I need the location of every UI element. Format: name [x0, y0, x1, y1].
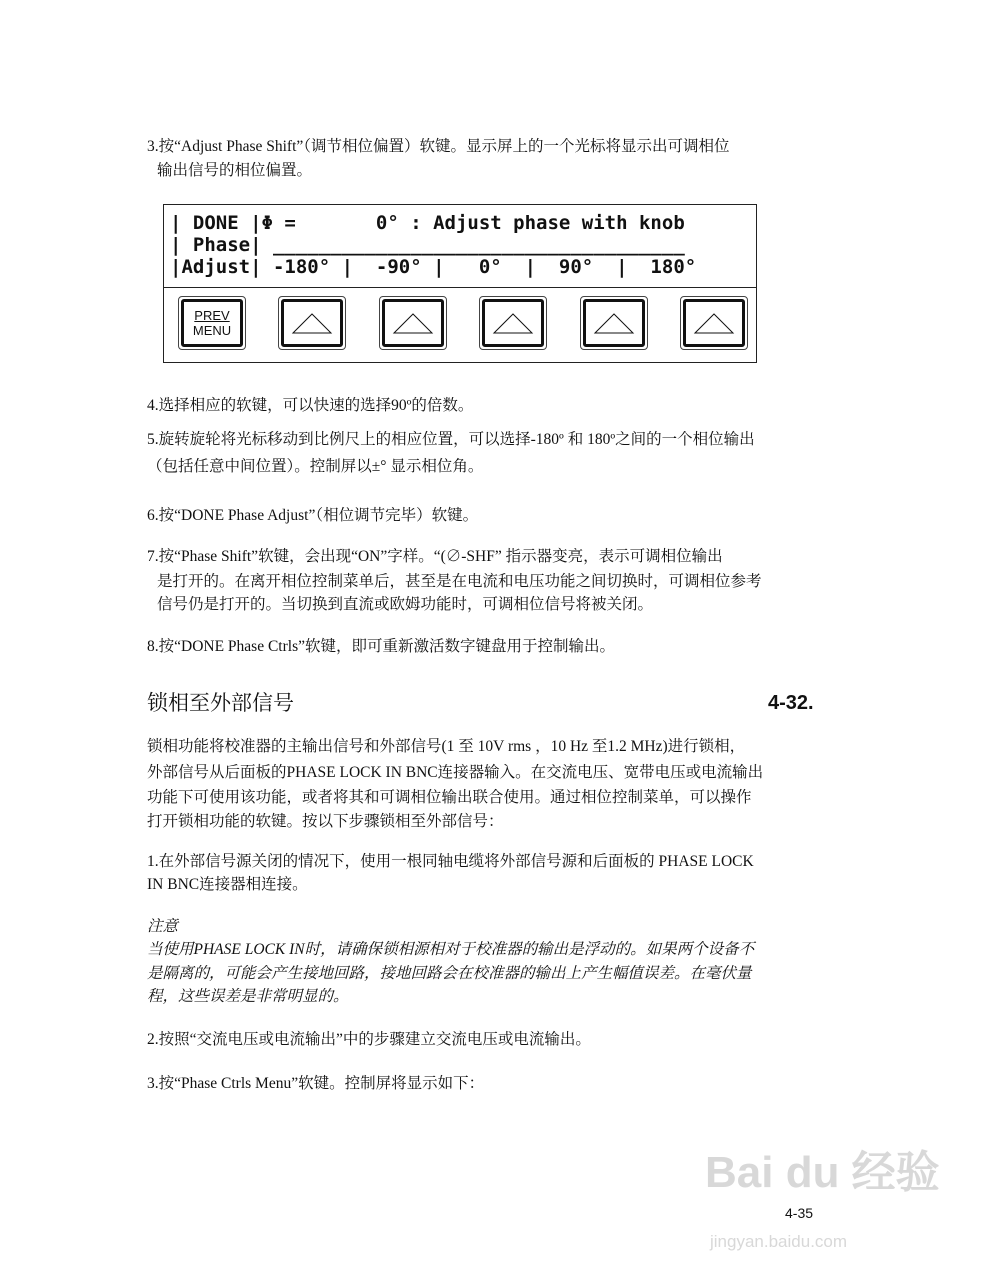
section-number: 4-32. — [768, 692, 814, 714]
calibrator-display-panel — [163, 204, 757, 363]
watermark-logo: Bai du 经验 — [705, 1148, 940, 1197]
section-heading: 锁相至外部信号 — [147, 691, 294, 715]
text-line: 输出信号的相位偏置。 — [157, 162, 313, 179]
prev-menu-button[interactable] — [178, 296, 246, 350]
softkey-3[interactable] — [479, 296, 547, 350]
softkey-4[interactable] — [580, 296, 648, 350]
step-7-line: 信号仍是打开的。当切换到直流或欧姆功能时，可调相位信号将被关闭。 — [157, 596, 654, 613]
lcd-line-3: |Adjust| -180° | -90° | 0° | 90° | 180° — [170, 256, 697, 278]
step-5-line: （包括任意中间位置）。控制屏以±° 显示相位角。 — [147, 458, 484, 475]
lcd-screen — [164, 205, 756, 288]
intro-line: 打开锁相功能的软键。按以下步骤锁相至外部信号： — [147, 813, 504, 830]
triangle-up-icon — [491, 311, 535, 335]
note-line: 当使用PHASE LOCK IN时，请确保锁相源相对于校准器的输出是浮动的。如果两个设备不 — [147, 941, 755, 958]
lock-step-3: 3.按“Phase Ctrls Menu”软键。控制屏将显示如下： — [147, 1075, 485, 1092]
triangle-up-icon — [592, 311, 636, 335]
watermark-url: jingyan.baidu.com — [710, 1232, 848, 1251]
softkey-row — [178, 296, 748, 350]
softkey-2[interactable] — [379, 296, 447, 350]
intro-line: 锁相功能将校准器的主输出信号和外部信号(1 至 10V rms ，10 Hz 至1.2 MHz)进行锁相， — [147, 738, 746, 755]
step-8: 8.按“DONE Phase Ctrls”软键，即可重新激活数字键盘用于控制输出。 — [147, 638, 615, 655]
step-5-line: 5.旋转旋轮将光标移动到比例尺上的相应位置，可以选择-180º 和 180º之间的一个相位输出 — [147, 431, 755, 448]
step-4: 4.选择相应的软键，可以快速的选择90º的倍数。 — [147, 397, 474, 414]
note-title: 注意 — [147, 918, 179, 935]
note-line: 是隔离的，可能会产生接地回路，接地回路会在校准器的输出上产生幅值误差。在毫伏量 — [147, 965, 752, 982]
softkey-1[interactable] — [278, 296, 346, 350]
intro-line: 外部信号从后面板的PHASE LOCK IN BNC连接器输入。在交流电压、宽带电压或电流输出 — [147, 764, 764, 781]
triangle-up-icon — [692, 311, 736, 335]
menu-label: MENU — [192, 323, 232, 338]
lcd-line-1: | DONE |Φ = 0° : Adjust phase with knob — [170, 212, 685, 234]
note-line: 程，这些误差是非常明显的。 — [147, 988, 349, 1005]
lock-step-1-line: 1.在外部信号源关闭的情况下，使用一根同轴电缆将外部信号源和后面板的 PHASE LOCK — [147, 853, 754, 870]
intro-line: 功能下可使用该功能，或者将其和可调相位输出联合使用。通过相位控制菜单，可以操作 — [147, 789, 752, 806]
step-6: 6.按“DONE Phase Adjust”（相位调节完毕）软键。 — [147, 507, 479, 524]
lock-step-2: 2.按照“交流电压或电流输出”中的步骤建立交流电压或电流输出。 — [147, 1031, 591, 1048]
lock-step-1-line: IN BNC连接器相连接。 — [147, 876, 308, 893]
softkey-5[interactable] — [680, 296, 748, 350]
page-number: 4-35 — [785, 1205, 814, 1221]
triangle-up-icon — [391, 311, 435, 335]
lcd-line-2: | Phase| ____________________________________ — [170, 234, 685, 256]
step-7-line: 7.按“Phase Shift”软键，会出现“ON”字样。“(∅-SHF” 指示器变亮，表示可调相位输出 — [147, 548, 723, 565]
step-7-line: 是打开的。在离开相位控制菜单后，甚至是在电流和电压功能之间切换时，可调相位参考 — [157, 573, 762, 590]
text-line: 3.按“Adjust Phase Shift”（调节相位偏置）软键。显示屏上的一个光标将显示出可调相位 — [147, 138, 730, 155]
prev-label: PREV — [194, 308, 230, 323]
triangle-up-icon — [290, 311, 334, 335]
